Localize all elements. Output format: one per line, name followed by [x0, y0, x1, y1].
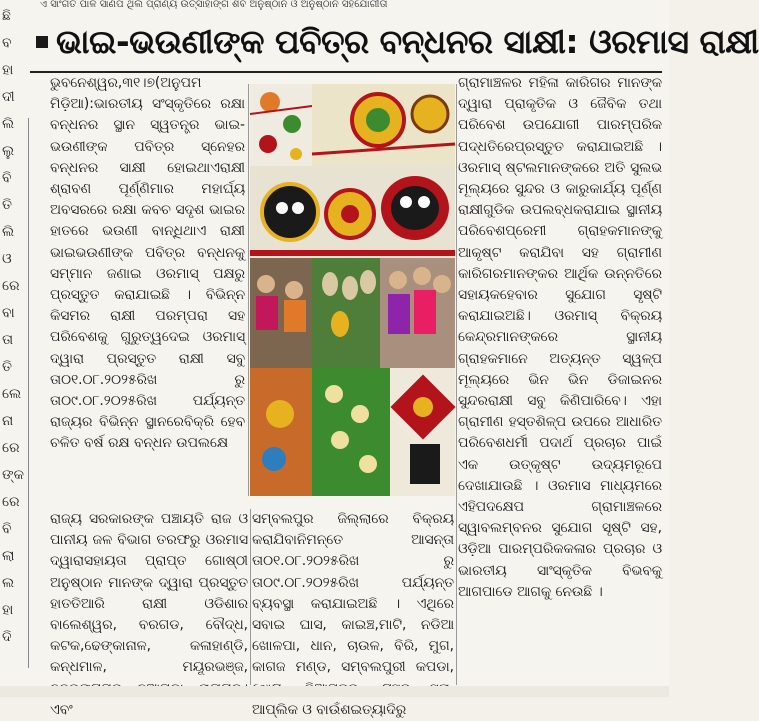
gutter-fragment: ଙ୍କ	[2, 467, 24, 483]
column-divider-1	[248, 84, 249, 496]
column-divider-2	[456, 84, 457, 685]
article-column-1-continued	[50, 509, 248, 718]
headline-bullet-square	[36, 36, 48, 48]
gutter-fragment: ତି	[2, 359, 12, 375]
gutter-fragment: ଲି	[2, 116, 15, 132]
gutter-fragment: ରେ	[2, 494, 20, 510]
page-bottom-edge	[0, 686, 669, 697]
gutter-fragment: ତା	[2, 332, 14, 348]
gutter-fragment: ବ	[2, 35, 12, 51]
gutter-fragment: ଦୀ	[2, 89, 15, 105]
article-paragraph-1: ଭୁବନେଶ୍ୱର,୩୧।୭(ଅନୁପମ ମିଡ଼ିଆ):ଭାରତୀୟ ସଂସ୍କୃତିରେ ରକ୍ଷା ବନ୍ଧନର ସ୍ଥାନ ସ୍ୱତନ୍ତ୍ର ଭାଇ-ଭଉଣୀଙ୍କ ପବିତ୍ର ସ୍ନେହର ବନ୍ଧନର ସାକ୍ଷୀ ହୋଇଥାଏରାକ୍ଷୀ ଶ୍ରାବଣ ପୂର୍ଣ୍ଣିମାର ମହାର୍ଘ୍ୟ ଅବସରରେ ରକ୍ଷା କବଚ ସଦୃଶ ଭାଇର ହାତରେ ଭଉଣୀ ବାନ୍ଧିଥାଏ ରାକ୍ଷୀ ଭାଇଭଉଣୀଙ୍କ ପବିତ୍ର ବନ୍ଧନକୁ ସମ୍ମାନ ଜଣାଇ ଓରମାସ୍ ପକ୍ଷରୁ ପ୍ରସ୍ତୁତ କରାଯାଇଛି । ବିଭିନ୍ନ କିସମର ରାକ୍ଷୀ ପରମ୍ପରା ସହ ପରିବେଶକୁ ଗୁରୁତ୍ୱଦେଇ ଓରମାସ୍ ଦ୍ୱାରା ପ୍ରସ୍ତୁତ ରାକ୍ଷୀ ସବୁ ତା୦୧.୦୮.୨୦୨୫ରିଖ ରୁ ତା୦୯.୦୮.୨୦୨୫ରିଖ ପର୍ଯ୍ୟନ୍ତ ରାଜ୍ୟର ବିଭିନ୍ନ ସ୍ଥାନରେବିକ୍ରି ହେବ ଚଳିତ ବର୍ଷ ରକ୍ଷ ବନ୍ଧନ ଉପଲକ୍ଷେ	[50, 75, 245, 452]
gutter-fragment: ଲେ	[2, 386, 22, 402]
article-column-3	[458, 73, 662, 685]
headline-bar	[30, 13, 759, 73]
gutter-fragment: ବା	[2, 305, 15, 321]
left-gutter-column	[0, 0, 28, 697]
headline: ଭାଇ-ଭଉଣୀଙ୍କ ପବିତ୍ର ବନ୍ଧନର ସାକ୍ଷୀ: ଓରମାସ ରାକ୍ଷୀ	[56, 22, 759, 61]
rakhi-collage-image	[250, 84, 455, 496]
left-column-divider	[28, 118, 29, 668]
top-cut-strip: ଏ ସାଂଗତ ପାଳ ସାଣପ ଥିଲ ପ୍ରାଣ୍ୟ ଉତ୍ସାହାଙ୍ଗ ଶିବ ଅନୁଷ୍ଠାନ ଓ ଅନୁଷ୍ଠାନ ସହଯୋଗୀତା	[40, 0, 388, 10]
gutter-fragment: ବି	[2, 170, 12, 186]
article-paragraph-4: ଗ୍ରାମାଞ୍ଚଳର ମହିଳା କାରିଗର ମାନଙ୍କ ଦ୍ୱାରା ପ୍ରାକୃତିକ ଓ ଜୈବିକ ତଥା ପରିବେଶ ଉପଯୋଗୀ ପାରମ୍ପରିକ ପଦ୍ଧତିରେପ୍ରସ୍ତୁତ କରାଯାଇଅଛି । ଓରମାସ୍ ଷ୍ଟଲମାନଙ୍କରେ ଅତି ସୁଲଭ ମୂଲ୍ୟରେ ସୁନ୍ଦର ଓ କାରୁକାର୍ଯ୍ୟ ପୂର୍ଣ୍ଣ ରାକ୍ଷୀଗୁଡିକ ଉପଲବ୍ଧକରାଯାଇ ସ୍ଥାନୀୟ ପରିବେଶପ୍ରେମୀ ଗ୍ରାହକମାନଙ୍କୁ ଆକୃଷ୍ଟ କରାଯିବା ସହ ଗ୍ରାମୀଣ କାରିଗରମାନଙ୍କର ଆର୍ଥିକ ଉନ୍ନତିରେ ସହାୟକହେବାର ସୁଯୋଗ ସୃଷ୍ଟି କରାଯାଇଅଛି। ଓରମାସ୍ ବିକ୍ରୟ କେନ୍ଦ୍ରମାନଙ୍କରେ ସ୍ଥାନୀୟ ଗ୍ରାହକମାନେ ଅତ୍ୟନ୍ତ ସ୍ୱଳ୍ପ ମୂଲ୍ୟରେ ଭିନ ଭିନ ଡିଜାଇନର ସୁନ୍ଦରରାକ୍ଷୀ ସବୁ କିଣିପାରିବେ। ଏହା ଗ୍ରାମୀଣ ହସ୍ତଶିଳ୍ପ ଉପରେ ଆଧାରିତ ପରିବେଶଧର୍ମୀ ପଦାର୍ଥ ପ୍ରଚାର ପାଇଁ ଏକ ଉତ୍କୃଷ୍ଟ ଉଦ୍ୟମରୂପେ ଦେଖାଯାଉଛି । ଓରମାସ ମାଧ୍ୟମରେ ଏହିପଦକ୍ଷେପ ଗ୍ରାମାଞ୍ଚଳରେ ସ୍ୱାବଲମ୍ବନର ସୁଯୋଗ ସୃଷ୍ଟି ସହ, ଓଡ଼ିଆ ପାରମ୍ପରିକକଳାର ପ୍ରଚାର ଓ ଭାରତୀୟ ସାଂସ୍କୃତିକ ବିଭବକୁ ଆଗପାଡେ ଆଗକୁ ନେଉଛି ।	[458, 75, 662, 600]
article-paragraph-2: ରାଜ୍ୟ ସରକାରଙ୍କ ପଞ୍ଚାୟତି ରାଜ ଓ ପାନୀୟ ଜଳ ବିଭାଗ ତରଫରୁ ଓରମାସ ଦ୍ୱାରାସହାୟତା ପ୍ରାପ୍ତ ଗୋଷ୍ଠୀ ଅନୁଷ୍ଠାନ ମାନଙ୍କ ଦ୍ୱାରା ପ୍ରସ୍ତୁତ ହାତତିଆରି ରାକ୍ଷୀ ଓଡିଶାର ବାଲେଶ୍ୱର, ବରଗଡ, ବୌଦ୍ଧ, କଟକ,ଢେଙ୍କାନାଳ, କଳାହାଣ୍ଡି, କନ୍ଧମାଳ, ମୟୂରଭଞ୍ଜ, ଏବଂ	[50, 511, 248, 718]
gutter-fragment: ଲୁ	[2, 143, 15, 159]
gutter-fragment: ତି	[2, 197, 12, 213]
rakhi-photo-collage	[250, 84, 455, 496]
article-column-1	[50, 73, 245, 504]
gutter-fragment: ହା	[2, 62, 14, 78]
gutter-fragment: ଛି	[2, 8, 11, 24]
gutter-fragment: ନା	[2, 413, 14, 429]
column-divider-lower	[250, 509, 251, 685]
gutter-fragment: ଲି	[2, 224, 15, 240]
gutter-fragment: ବି	[2, 521, 12, 537]
gutter-fragment: ରେ	[2, 278, 20, 294]
article-paragraph-3: ସମ୍ବଲପୁର ଜିଲ୍ଲାରେ ବିକ୍ରୟ କରାଯିବାନିମନ୍ତେ ଆସନ୍ତା ତା୦୧.୦୮.୨୦୨୫ରିଖ ରୁ ତା୦୯.୦୮.୨୦୨୫ରିଖ ପର୍ଯ୍ୟନ୍ତ ବ୍ୟବସ୍ଥା କରାଯାଇଅଛି । ଏଥିରେ ସବାଇ ଘାସ, କାଇଞ୍ଚ,ମାଟି, ନଡିଆ ଖୋଳପା, ଧାନ, ଚାଉଳ, ବିରି, ମୁଗ, କାଗଜ ମଣ୍ଡ, ସମ୍ବଲପୁରୀ କପଡା, ଆପ୍ଲିକ ଓ ବାଉଁଶଇତ୍ୟାଦିରୁ	[252, 511, 454, 718]
gutter-fragment: ରେ	[2, 440, 20, 456]
article-column-2	[252, 509, 454, 718]
gutter-fragment: ହା	[2, 602, 14, 618]
gutter-fragment: ଓ	[2, 251, 12, 267]
gutter-fragment: ଲ	[2, 575, 15, 591]
gutter-fragment: ଲା	[2, 548, 15, 564]
gutter-fragment: ଦି	[2, 629, 12, 645]
